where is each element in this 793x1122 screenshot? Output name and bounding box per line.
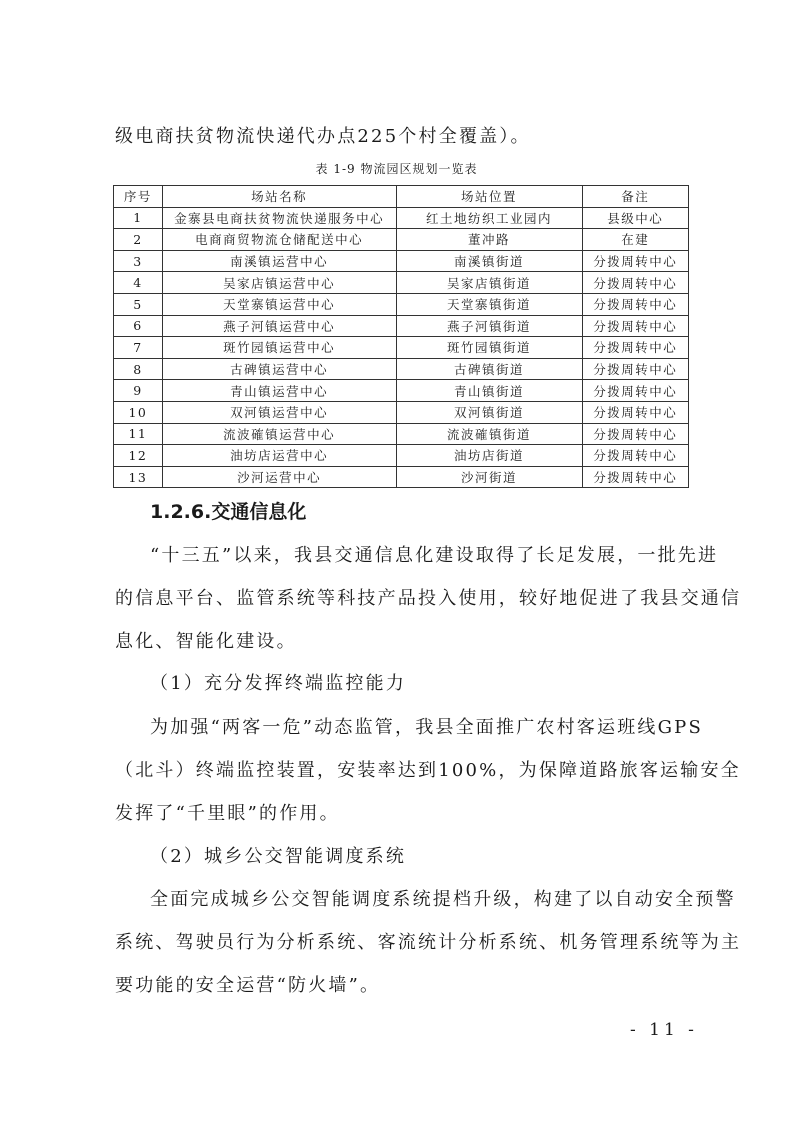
- cell-index: 13: [114, 466, 163, 488]
- cell-name: 南溪镇运营中心: [162, 250, 396, 272]
- cell-remark: 分拨周转中心: [582, 466, 688, 488]
- cell-remark: 分拨周转中心: [582, 272, 688, 294]
- cell-name: 古碑镇运营中心: [162, 358, 396, 380]
- intro-line: 级电商扶贫物流快递代办点225个村全覆盖）。: [115, 126, 531, 147]
- section-heading: 1.2.6.交通信息化: [150, 501, 307, 523]
- cell-name: 双河镇运营中心: [162, 401, 396, 423]
- cell-name: 流波確镇运营中心: [162, 423, 396, 445]
- cell-name: 沙河运营中心: [162, 466, 396, 488]
- cell-name: 天堂寨镇运营中心: [162, 293, 396, 315]
- cell-index: 11: [114, 423, 163, 445]
- paragraph-3-line-1: 全面完成城乡公交智能调度系统提档升级，构建了以自动安全预警: [150, 889, 736, 910]
- cell-location: 油坊店街道: [396, 445, 582, 467]
- cell-location: 古碑镇街道: [396, 358, 582, 380]
- cell-location: 双河镇街道: [396, 401, 582, 423]
- cell-remark: 在建: [582, 229, 688, 251]
- paragraph-1-line-2: 的信息平台、监管系统等科技产品投入使用，较好地促进了我县交通信: [115, 588, 742, 609]
- cell-location: 红土地纺织工业园内: [396, 207, 582, 229]
- table-row: [114, 445, 689, 467]
- cell-location: 南溪镇街道: [396, 250, 582, 272]
- cell-location: 董冲路: [396, 229, 582, 251]
- page-number: - 11 -: [630, 1020, 698, 1040]
- cell-name: 油坊店运营中心: [162, 445, 396, 467]
- cell-remark: 分拨周转中心: [582, 423, 688, 445]
- cell-index: 1: [114, 207, 163, 229]
- table-row: [114, 380, 689, 402]
- cell-index: 8: [114, 358, 163, 380]
- paragraph-2-line-3: 发挥了“千里眼”的作用。: [115, 803, 340, 824]
- table-row: [114, 315, 689, 337]
- table-row: [114, 401, 689, 423]
- table-caption: 表 1-9 物流园区规划一览表: [315, 162, 478, 176]
- cell-remark: 分拨周转中心: [582, 293, 688, 315]
- cell-name: 斑竹园镇运营中心: [162, 337, 396, 359]
- cell-location: 燕子河镇街道: [396, 315, 582, 337]
- table-header-row: [114, 186, 689, 208]
- cell-location: 沙河街道: [396, 466, 582, 488]
- cell-name: 电商商贸物流仓储配送中心: [162, 229, 396, 251]
- cell-remark: 分拨周转中心: [582, 337, 688, 359]
- table-row: [114, 293, 689, 315]
- paragraph-3-line-2: 系统、驾驶员行为分析系统、客流统计分析系统、机务管理系统等为主: [115, 932, 742, 953]
- cell-remark: 分拨周转中心: [582, 380, 688, 402]
- paragraph-1-line-1: “十三五”以来，我县交通信息化建设取得了长足发展，一批先进: [150, 545, 719, 566]
- cell-location: 天堂寨镇街道: [396, 293, 582, 315]
- subheading-2: （2）城乡公交智能调度系统: [150, 846, 407, 867]
- cell-index: 9: [114, 380, 163, 402]
- cell-remark: 分拨周转中心: [582, 445, 688, 467]
- cell-name: 青山镇运营中心: [162, 380, 396, 402]
- cell-name: 吴家店镇运营中心: [162, 272, 396, 294]
- paragraph-1-line-3: 息化、智能化建设。: [115, 631, 297, 652]
- cell-location: 青山镇街道: [396, 380, 582, 402]
- cell-remark: 分拨周转中心: [582, 250, 688, 272]
- cell-location: 斑竹园镇街道: [396, 337, 582, 359]
- cell-name: 燕子河镇运营中心: [162, 315, 396, 337]
- table-row: [114, 358, 689, 380]
- table-row: [114, 423, 689, 445]
- paragraph-2-line-1: 为加强“两客一危”动态监管，我县全面推广农村客运班线GPS: [150, 717, 704, 738]
- header-name: 场站名称: [162, 186, 396, 208]
- cell-index: 4: [114, 272, 163, 294]
- table-row: [114, 250, 689, 272]
- header-location: 场站位置: [396, 186, 582, 208]
- table-row: [114, 466, 689, 488]
- cell-remark: 县级中心: [582, 207, 688, 229]
- subheading-1: （1）充分发挥终端监控能力: [150, 673, 407, 694]
- cell-index: 12: [114, 445, 163, 467]
- cell-index: 10: [114, 401, 163, 423]
- table-row: [114, 272, 689, 294]
- cell-name: 金寨县电商扶贫物流快递服务中心: [162, 207, 396, 229]
- table-row: [114, 207, 689, 229]
- paragraph-3-line-3: 要功能的安全运营“防火墙”。: [115, 975, 381, 996]
- cell-index: 5: [114, 293, 163, 315]
- cell-location: 吴家店镇街道: [396, 272, 582, 294]
- cell-remark: 分拨周转中心: [582, 315, 688, 337]
- paragraph-2-line-2: （北斗）终端监控装置，安装率达到100%，为保障道路旅客运输安全: [115, 760, 741, 781]
- table-row: [114, 337, 689, 359]
- logistics-table: [113, 185, 689, 488]
- header-index: 序号: [114, 186, 163, 208]
- cell-index: 6: [114, 315, 163, 337]
- cell-remark: 分拨周转中心: [582, 358, 688, 380]
- header-remark: 备注: [582, 186, 688, 208]
- cell-location: 流波確镇街道: [396, 423, 582, 445]
- cell-index: 7: [114, 337, 163, 359]
- cell-remark: 分拨周转中心: [582, 401, 688, 423]
- cell-index: 3: [114, 250, 163, 272]
- cell-index: 2: [114, 229, 163, 251]
- table-row: [114, 229, 689, 251]
